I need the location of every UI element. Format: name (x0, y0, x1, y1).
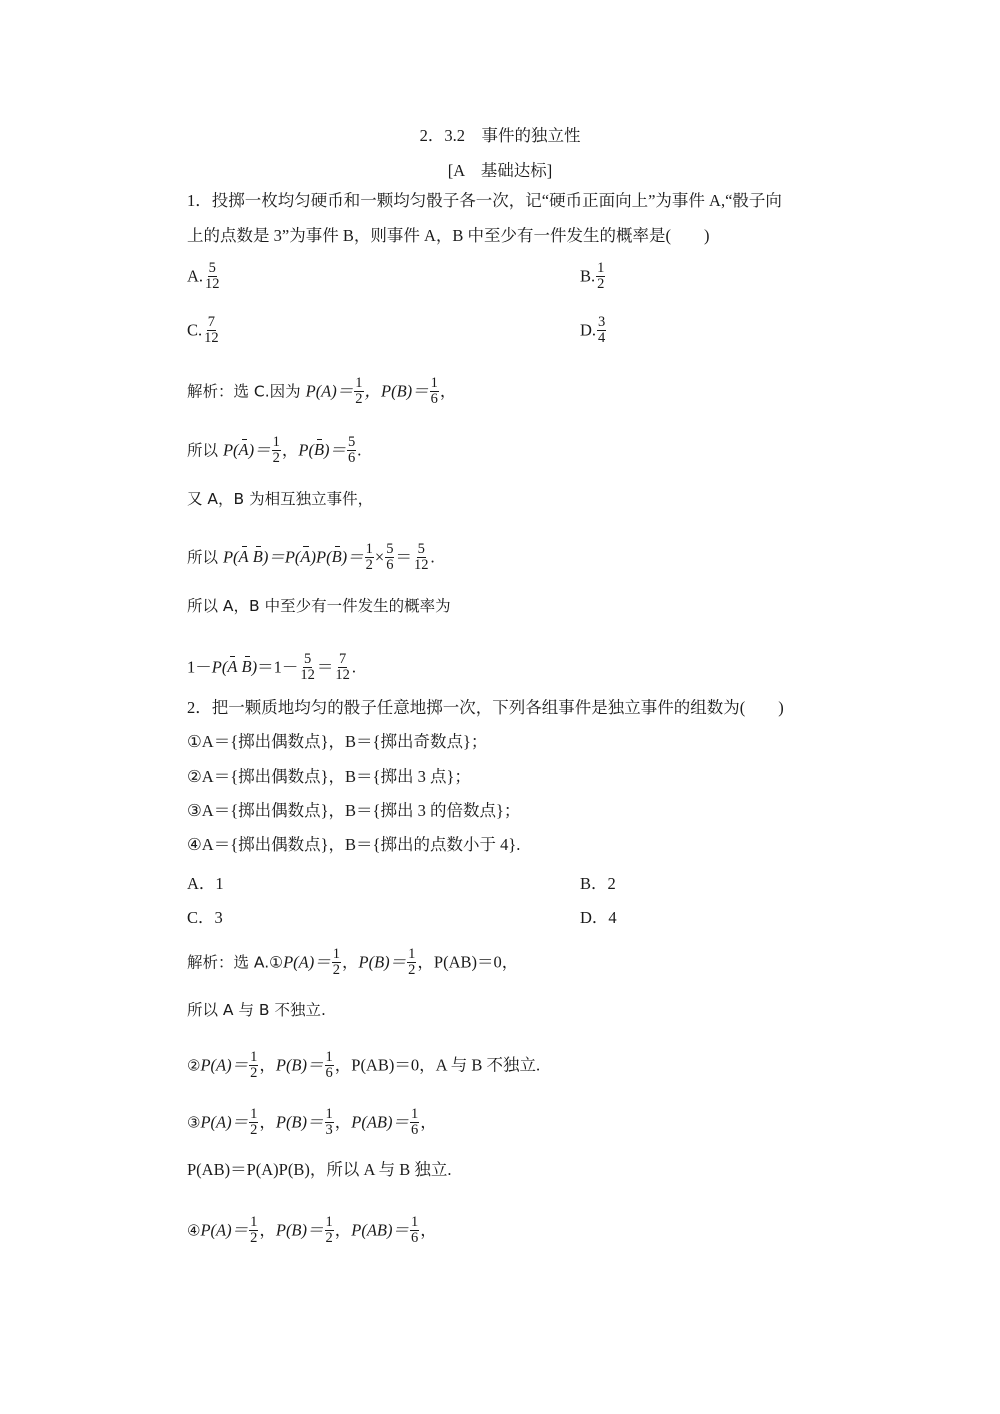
q1-option-c: C. $\frac{7}{12}$ (187, 314, 219, 346)
q2-option-c: C．3 (187, 908, 223, 927)
q2-solution-line5: P(AB)＝P(A)P(B)，所以 A 与 B 独立. (187, 1160, 452, 1179)
q1-stem-line1: 1．投掷一枚均匀硬币和一颗均匀骰子各一次，记“硬币正面向上”为事件 A,“骰子向 (187, 191, 782, 210)
q2-item-3: ③A＝{掷出偶数点}，B＝{掷出 3 的倍数点}； (187, 801, 521, 820)
q1-solution-line6: 1－P(A B)＝1－ $\frac{5}{12}$ ＝ $\frac{7}{12}$ . (187, 651, 357, 683)
q2-solution-line6: ④P(A)＝ $\frac{1}{2}$ ，P(B)＝ $\frac{1}{2}$ ，P(AB)＝ $\frac{1}{6}$ ， (187, 1214, 437, 1246)
q2-solution-line2: 所以 A 与 B 不独立. (187, 1001, 326, 1019)
q1-solution-line1: 解析：选 C.因为 P(A)＝ $\frac{1}{2}$ ，P(B)＝ $\frac{1}{6}$ ， (187, 375, 457, 407)
q1-option-b: B. $\frac{1}{2}$ (580, 260, 605, 292)
q1-solution-line4: 所以 P(A B)＝P(A)P(B)＝ $\frac{1}{2}$ × $\frac{5}{6}$ ＝ $\frac{5}{12}$ . (187, 541, 435, 573)
page-title: 2．3.2 事件的独立性 (419, 126, 581, 145)
q1-solution-line2: 所以 P(A)＝ $\frac{1}{2}$ ，P(B)＝ $\frac{5}{6}$ . (187, 434, 362, 466)
q1-solution-line3: 又 A，B 为相互独立事件， (187, 490, 374, 508)
q2-option-d: D．4 (580, 908, 617, 927)
q1-option-a: A. $\frac{5}{12}$ (187, 260, 220, 292)
q2-item-4: ④A＝{掷出偶数点}，B＝{掷出的点数小于 4}. (187, 835, 521, 854)
q1-solution-line5: 所以 A，B 中至少有一件发生的概率为 (187, 597, 451, 615)
section-heading: [A 基础达标] (447, 161, 553, 180)
q1-stem-line2: 上的点数是 3”为事件 B，则事件 A，B 中至少有一件发生的概率是( ) (187, 226, 710, 245)
q2-solution-line3: ②P(A)＝ $\frac{1}{2}$ ，P(B)＝ $\frac{1}{6}$ ，P(AB)＝0，A 与 B 不独立. (187, 1049, 541, 1081)
q2-stem: 2．把一颗质地均匀的骰子任意地掷一次，下列各组事件是独立事件的组数为( ) (187, 698, 784, 717)
q2-option-a: A．1 (187, 874, 224, 893)
q2-solution-line1: 解析：选 A.①P(A)＝ $\frac{1}{2}$ ，P(B)＝ $\frac{1}{2}$ ，P(AB)＝0， (187, 946, 519, 978)
q2-option-b: B．2 (580, 874, 616, 893)
q2-item-2: ②A＝{掷出偶数点}，B＝{掷出 3 点}； (187, 767, 471, 786)
q1-option-d: D. $\frac{3}{4}$ (580, 314, 606, 346)
q2-solution-line4: ③P(A)＝ $\frac{1}{2}$ ，P(B)＝ $\frac{1}{3}$ ，P(AB)＝ $\frac{1}{6}$ ， (187, 1106, 437, 1138)
q2-item-1: ①A＝{掷出偶数点}，B＝{掷出奇数点}； (187, 732, 488, 751)
